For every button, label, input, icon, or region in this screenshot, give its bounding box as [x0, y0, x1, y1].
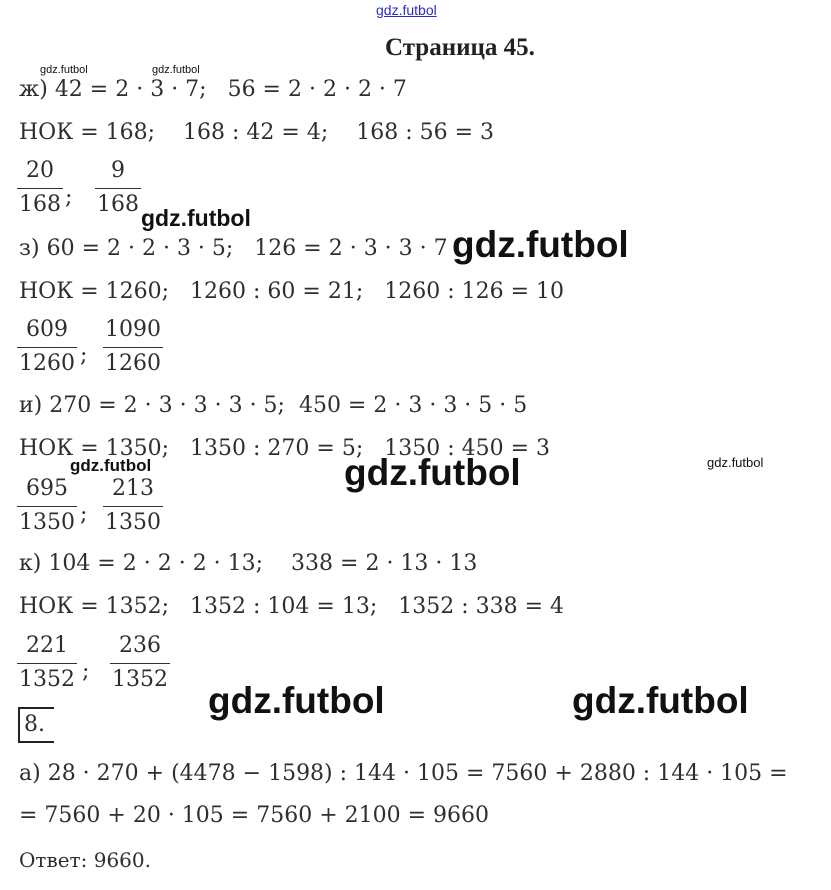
task-number: 8. [18, 707, 54, 743]
equation-line: к) 104 = 2 · 2 · 2 · 13; 338 = 2 · 13 · 13 [19, 551, 478, 576]
equation-line: и) 270 = 2 · 3 · 3 · 3 · 5; 450 = 2 · 3 · 3 · 5 · 5 [19, 393, 528, 418]
fraction-denominator: 1260 [19, 351, 75, 376]
fraction-bar [17, 188, 63, 189]
watermark-medium: gdz.futbol [141, 205, 251, 231]
fraction [17, 476, 77, 536]
equation-line: = 7560 + 20 · 105 = 7560 + 2100 = 9660 [19, 803, 490, 828]
fraction-numerator: 236 [119, 633, 161, 658]
fraction-bar [17, 506, 77, 507]
watermark-big: gdz.futbol [208, 680, 385, 721]
fraction-denominator: 1260 [105, 351, 161, 376]
fraction-bar [17, 347, 77, 348]
fraction-denominator: 1352 [19, 667, 75, 692]
fraction [103, 317, 163, 377]
fraction-denominator: 1350 [19, 510, 75, 535]
watermark-small: gdz.futbol [152, 64, 200, 76]
fraction-bar [110, 663, 170, 664]
equation-line: НОК = 1350; 1350 : 270 = 5; 1350 : 450 = 3 [19, 436, 551, 461]
fraction-denominator: 1352 [112, 667, 168, 692]
equation-line: НОК = 1352; 1352 : 104 = 13; 1352 : 338 = 4 [19, 594, 565, 619]
fraction-numerator: 695 [26, 476, 68, 501]
fraction [17, 317, 77, 377]
page-title: Страница 45. [385, 34, 535, 61]
watermark-top[interactable]: gdz.futbol [376, 2, 437, 18]
fraction-bar [17, 663, 77, 664]
equation-line: ж) 42 = 2 · 3 · 7; 56 = 2 · 2 · 2 · 7 [19, 77, 407, 102]
watermark-big: gdz.futbol [452, 224, 629, 265]
fraction-bar [103, 347, 163, 348]
fraction-numerator: 1090 [105, 317, 161, 342]
fraction [95, 158, 141, 218]
answer-line: Ответ: 9660. [19, 848, 151, 872]
fraction-denominator: 168 [19, 192, 61, 217]
fraction-numerator: 20 [26, 158, 54, 183]
fraction-numerator: 221 [26, 633, 68, 658]
equation-line: НОК = 1260; 1260 : 60 = 21; 1260 : 126 = 10 [19, 279, 565, 304]
fraction-numerator: 609 [26, 317, 68, 342]
semicolon: ; [65, 185, 73, 210]
fraction-denominator: 168 [97, 192, 139, 217]
watermark-small: gdz.futbol [40, 64, 88, 76]
fraction [110, 633, 170, 693]
fraction-bar [95, 188, 141, 189]
watermark-big: gdz.futbol [344, 452, 521, 493]
fraction [17, 633, 77, 693]
fraction-denominator: 1350 [105, 510, 161, 535]
watermark-big: gdz.futbol [572, 680, 749, 721]
semicolon: ; [82, 659, 90, 684]
watermark-small: gdz.futbol [707, 455, 764, 470]
fraction-numerator: 9 [111, 158, 125, 183]
semicolon: ; [80, 502, 88, 527]
fraction [103, 476, 163, 536]
equation-line: з) 60 = 2 · 2 · 3 · 5; 126 = 2 · 3 · 3 · 7 [19, 236, 448, 261]
fraction-bar [103, 506, 163, 507]
fraction-numerator: 213 [112, 476, 154, 501]
equation-line: НОК = 168; 168 : 42 = 4; 168 : 56 = 3 [19, 120, 495, 145]
watermark-medium: gdz.futbol [70, 456, 152, 475]
equation-line: а) 28 · 270 + (4478 − 1598) : 144 · 105 = 7560 + 2880 : 144 · 105 = [19, 761, 788, 786]
fraction [17, 158, 63, 218]
semicolon: ; [80, 343, 88, 368]
